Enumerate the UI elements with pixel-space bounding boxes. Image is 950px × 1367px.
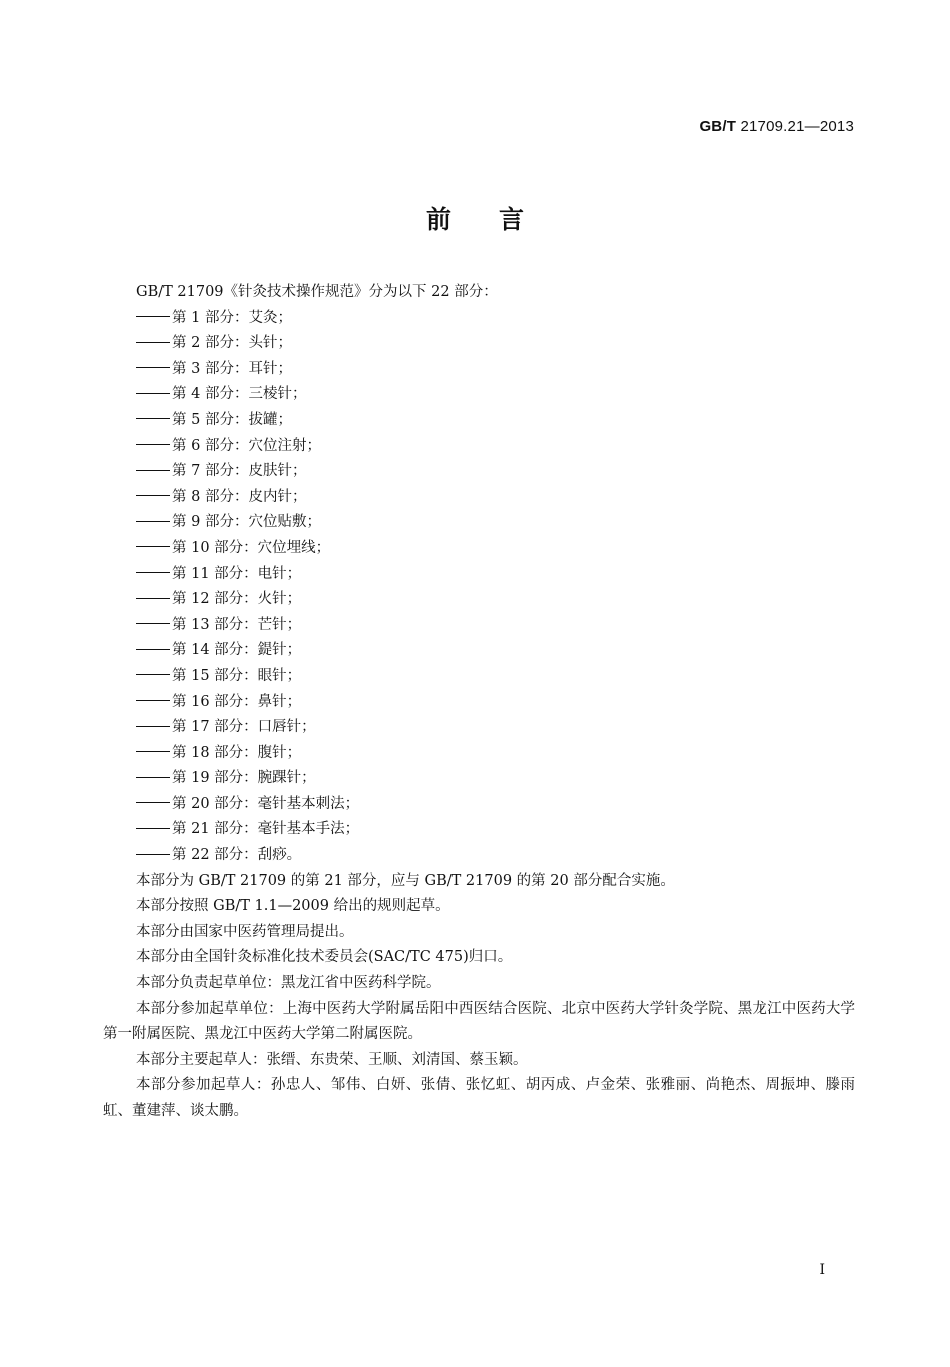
part-list-item (103, 741, 855, 767)
body-paragraph: 本部分为 GB/T 21709 的第 21 部分，应与 GB/T 21709 的第 20 部分配合实施。 (136, 872, 675, 889)
part-text: 第 12 部分：火针； (172, 591, 302, 608)
part-text: 第 20 部分：毫针基本刺法； (172, 795, 360, 812)
part-list-item (103, 536, 855, 562)
part-list-item (103, 485, 855, 511)
part-list-item (103, 382, 855, 408)
em-dash-mark (136, 674, 170, 675)
em-dash-mark (136, 316, 170, 317)
parts-list (103, 306, 855, 869)
part-list-item (103, 357, 855, 383)
part-text: 第 1 部分：艾灸； (172, 309, 292, 326)
part-list-item (103, 638, 855, 664)
page-title: 前言 (425, 205, 572, 234)
part-text: 第 21 部分：毫针基本手法； (172, 821, 360, 838)
part-text: 第 8 部分：皮内针； (172, 488, 307, 505)
em-dash-mark (136, 393, 170, 394)
standard-number: 21709.21—2013 (740, 118, 854, 135)
em-dash-mark (136, 598, 170, 599)
part-list-item (103, 766, 855, 792)
em-dash-mark (136, 367, 170, 368)
intro-line: GB/T 21709《针灸技术操作规范》分为以下 22 部分： (136, 284, 498, 300)
part-list-item (103, 613, 855, 639)
part-text: 第 5 部分：拔罐； (172, 411, 292, 428)
part-list-item (103, 510, 855, 536)
body-paragraph: 本部分参加起草单位：上海中医药大学附属岳阳中西医结合医院、北京中医药大学针灸学院、黑龙江中医药大学第一附属医院、黑龙江中医药大学第二附属医院。 (103, 1000, 855, 1043)
em-dash-mark (136, 700, 170, 701)
document-body (103, 280, 855, 1125)
em-dash-mark (136, 726, 170, 727)
standard-prefix: GB/T (699, 118, 737, 135)
part-text: 第 4 部分：三棱针； (172, 386, 307, 403)
em-dash-mark (136, 623, 170, 624)
em-dash-mark (136, 521, 170, 522)
standard-code (699, 118, 854, 135)
body-paragraph: 本部分负责起草单位：黑龙江省中医药科学院。 (136, 975, 441, 992)
part-list-item (103, 843, 855, 869)
em-dash-mark (136, 342, 170, 343)
em-dash-mark (136, 444, 170, 445)
part-text: 第 19 部分：腕踝针； (172, 770, 316, 787)
paragraphs (103, 869, 855, 1125)
em-dash-mark (136, 751, 170, 752)
part-list-item (103, 587, 855, 613)
em-dash-mark (136, 572, 170, 573)
part-text: 第 17 部分：口唇针； (172, 719, 316, 736)
part-list-item (103, 562, 855, 588)
em-dash-mark (136, 828, 170, 829)
body-paragraph: 本部分按照 GB/T 1.1—2009 给出的规则起草。 (136, 898, 450, 915)
part-text: 第 16 部分：鼻针； (172, 693, 302, 710)
part-list-item (103, 715, 855, 741)
part-text: 第 7 部分：皮肤针； (172, 463, 307, 480)
em-dash-mark (136, 802, 170, 803)
part-list-item (103, 792, 855, 818)
body-paragraph: 本部分由国家中医药管理局提出。 (136, 923, 354, 940)
page-number: I (819, 1262, 825, 1278)
em-dash-mark (136, 649, 170, 650)
part-text: 第 22 部分：刮痧。 (172, 847, 302, 864)
part-text: 第 10 部分：穴位埋线； (172, 539, 331, 556)
part-text: 第 15 部分：眼针； (172, 667, 302, 684)
body-paragraph: 本部分由全国针灸标准化技术委员会(SAC/TC 475)归口。 (136, 949, 513, 966)
part-text: 第 11 部分：电针； (172, 565, 302, 582)
em-dash-mark (136, 854, 170, 855)
part-text: 第 3 部分：耳针； (172, 360, 292, 377)
part-text: 第 9 部分：穴位贴敷； (172, 514, 321, 531)
em-dash-mark (136, 546, 170, 547)
part-text: 第 13 部分：芒针； (172, 616, 302, 633)
part-list-item (103, 306, 855, 332)
em-dash-mark (136, 470, 170, 471)
em-dash-mark (136, 777, 170, 778)
em-dash-mark (136, 495, 170, 496)
body-paragraph: 本部分参加起草人：孙忠人、邹伟、白妍、张倩、张忆虹、胡丙成、卢金荣、张雅丽、尚艳杰、周振坤、滕雨虹、董建萍、谈太鹏。 (103, 1077, 855, 1119)
part-text: 第 18 部分：腹针； (172, 744, 302, 761)
part-text: 第 2 部分：头针； (172, 335, 292, 352)
part-list-item (103, 408, 855, 434)
part-text: 第 14 部分：鍉针； (172, 642, 302, 659)
body-paragraph: 本部分主要起草人：张缙、东贵荣、王顺、刘清国、蔡玉颖。 (136, 1051, 528, 1068)
part-list-item (103, 664, 855, 690)
part-list-item (103, 690, 855, 716)
part-text: 第 6 部分：穴位注射； (172, 437, 321, 454)
part-list-item (103, 459, 855, 485)
part-list-item (103, 434, 855, 460)
part-list-item (103, 331, 855, 357)
part-list-item (103, 817, 855, 843)
em-dash-mark (136, 418, 170, 419)
